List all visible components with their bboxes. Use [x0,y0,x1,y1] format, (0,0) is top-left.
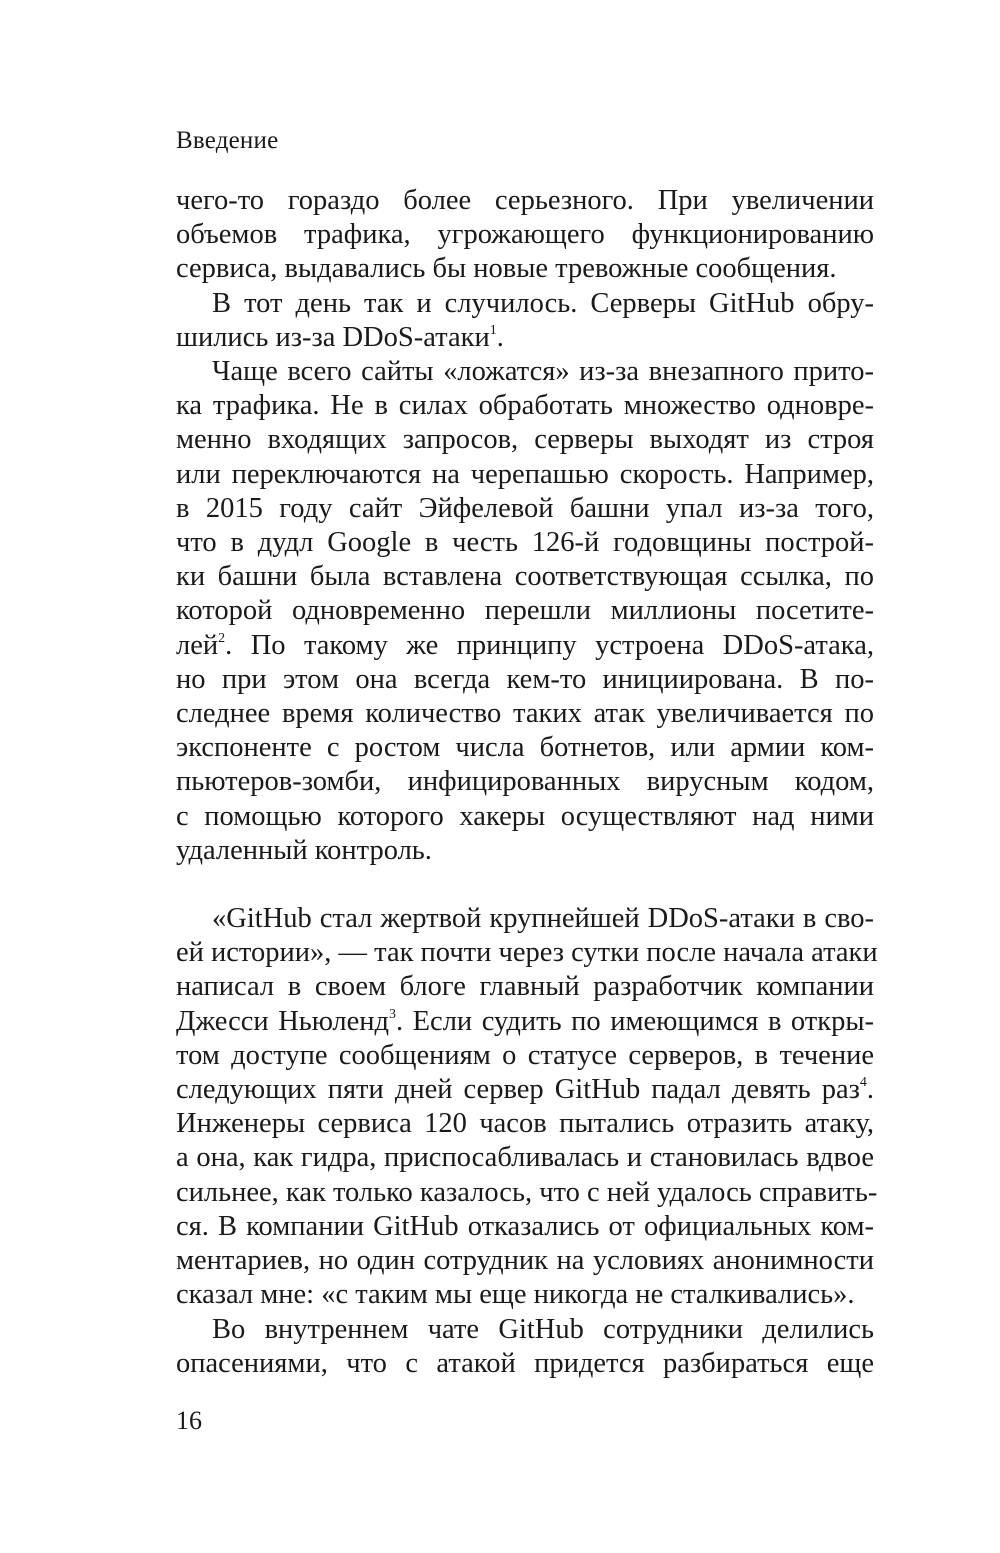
text-line: ей истории», — так почти через сутки после начала атаки [176,937,878,969]
text-line: Инженеры сервиса 120 часов пытались отразить атаку, [176,1108,874,1140]
text-line: что в дудл Google в честь 126-й годовщины построй- [176,527,874,559]
body-text [176,184,878,1381]
text-line: но при этом она всегда кем-то инициирована. В по- [176,663,874,695]
text-fragment: . По такому же принципу устроена DDoS-атака, [225,629,874,661]
text-line: в 2015 году сайт Эйфелевой башни упал из-за того, [176,492,874,524]
text-line: ся. В компании GitHub отказались от официальных ком- [176,1210,874,1242]
text-line: следнее время количество таких атак увеличивается по [176,698,874,730]
text-line: Чаще всего сайты «ложатся» из-за внезапного прито- [212,356,874,388]
footnote-ref: 3 [388,1006,396,1022]
text-line: сервиса, выдавались бы новые тревожные сообщения. [176,253,837,285]
footnote-ref: 1 [489,322,497,338]
text-line: «GitHub стал жертвой крупнейшей DDoS-атаки в сво- [212,903,874,935]
footnote-ref: 2 [218,630,226,646]
text-line [176,321,874,355]
text-line: Во внутреннем чате GitHub сотрудники делились [212,1313,874,1345]
text-line: чего-то гораздо более серьезного. При увеличении [176,185,874,216]
text-line: экспоненте с ростом числа ботнетов, или армии ком- [176,732,874,764]
page-number: 16 [176,1406,202,1435]
text-fragment: следующих пяти дней сервер GitHub падал девять раз [176,1074,860,1106]
text-line: которой одновременно перешли миллионы посетите- [176,595,874,627]
text-line: менно входящих запросов, серверы выходят из строя [176,424,874,456]
running-head: Введение [176,127,279,154]
text-line: сказал мне: «с таким мы еще никогда не сталкивались». [176,1279,855,1311]
text-fragment: . Если судить по имеющимся в откры- [395,1005,874,1037]
text-line [176,1073,874,1107]
text-line: объемов трафика, угрожающего функционированию [176,219,874,251]
text-line: опасениями, что с атакой придется разбираться еще [176,1347,874,1379]
footnote-ref: 4 [859,1075,867,1091]
text-line: или переключаются на черепашью скорость. Например, [176,458,874,490]
text-line [176,629,874,663]
text-line: В тот день так и случилось. Серверы GitHub обру- [212,287,874,319]
text-fragment: шились из-за DDoS-атаки [176,321,490,353]
text-line: ментариев, но один сотрудник на условиях анонимности [176,1245,874,1277]
text-fragment: . [866,1074,874,1106]
text-fragment: Джесси Ньюленд [176,1005,389,1037]
text-line: написал в своем блоге главный разработчик компании [176,971,874,1003]
text-line: пьютеров-зомби, инфицированных вирусным кодом, [176,766,874,798]
text-line: том доступе сообщениям о статусе серверов, в течение [176,1039,874,1071]
text-line: а она, как гидра, приспосабливалась и становилась вдвое [176,1142,874,1174]
text-line: сильнее, как только казалось, что с ней удалось справить- [176,1176,878,1208]
text-line: удаленный контроль. [176,834,432,866]
text-line [176,1005,874,1039]
text-line: ка трафика. Не в силах обработать множество одновре- [176,390,874,422]
text-line: ки башни была вставлена соответствующая ссылка, по [176,561,874,593]
text-fragment: лей [176,629,219,661]
section-break [176,868,874,902]
text-line: с помощью которого хакеры осуществляют над ними [176,800,874,832]
text-fragment: . [496,321,504,353]
